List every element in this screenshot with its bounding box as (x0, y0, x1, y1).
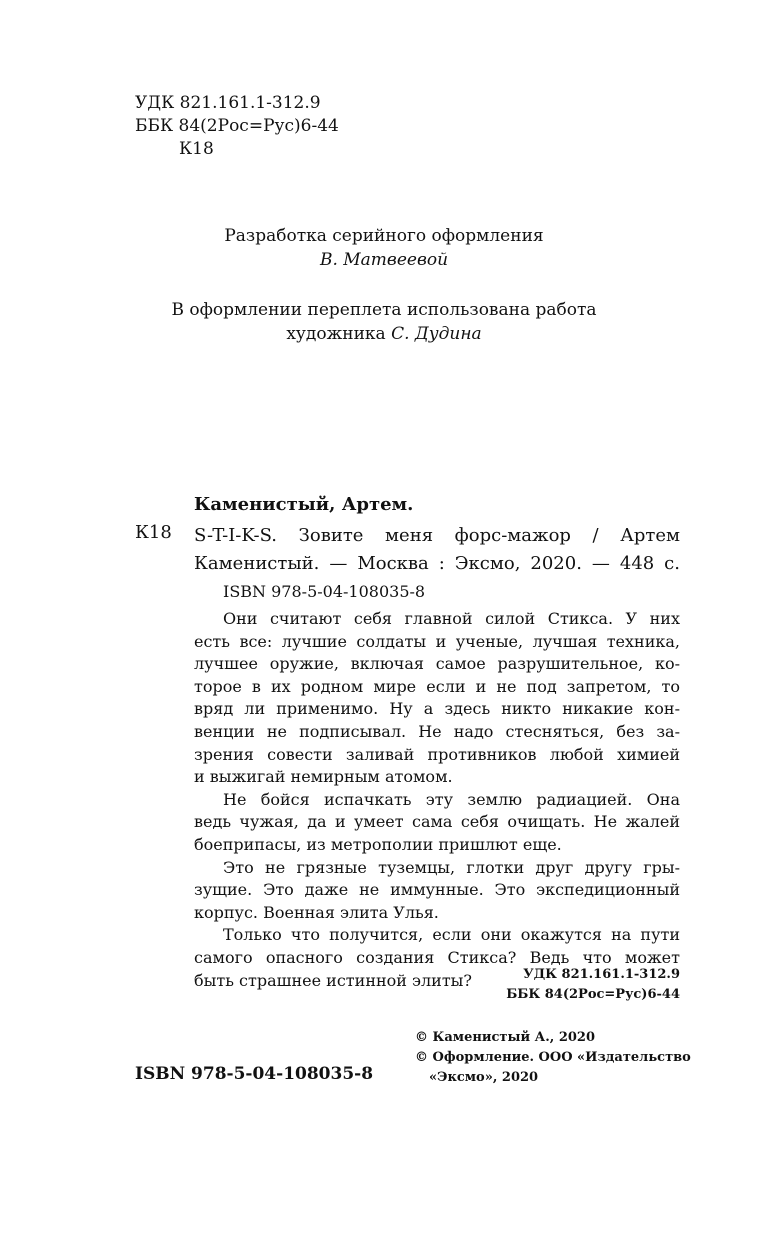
udk-code: УДК 821.161.1-312.9 (135, 93, 321, 113)
entry-title (194, 518, 680, 578)
entry-title-line1: S-T-I-K-S. Зовите меня форс-мажор / Артем (194, 525, 680, 546)
bottom-codes (0, 965, 680, 1005)
cover-design-line: В оформлении переплета использована работа (171, 300, 597, 320)
annotation-line: Не бойся испачкать эту землю радиацией. Она (223, 789, 680, 809)
entry-author: Каменистый, Артем. (194, 494, 414, 515)
annotation-line: зрения совести заливай противников любой химией (194, 744, 680, 764)
classification-codes (135, 92, 339, 161)
annotation-line: лучшее оружие, включая самое разрушительное, ко- (194, 654, 680, 674)
series-design-credit (0, 224, 768, 272)
annotation-paragraph-1 (194, 608, 680, 789)
series-design-line: Разработка серийного оформления (224, 226, 544, 246)
copyright-design: © Оформление. ООО «Издательство (415, 1050, 691, 1065)
annotation-paragraph-3 (194, 857, 680, 925)
copyright-author: © Каменистый А., 2020 (415, 1030, 596, 1045)
annotation-line: вряд ли применимо. Ну а здесь никто никакие кон- (194, 699, 680, 719)
annotation-line: венции не подписывал. Не надо стесняться, без за- (194, 721, 680, 741)
annotation-line: Они считают себя главной силой Стикса. У них (223, 609, 680, 628)
annotation (194, 608, 680, 992)
bbk-code: ББК 84(2Рос=Рус)6-44 (135, 116, 339, 136)
entry-isbn: ISBN 978-5-04-108035-8 (223, 582, 426, 601)
annotation-line: Только что получится, если они окажутся на пути (223, 925, 680, 945)
cover-artist-prefix: художника (286, 324, 386, 344)
annotation-line: есть все: лучшие солдаты и ученые, лучшая техника, (194, 631, 680, 651)
annotation-line: боеприпасы, из метрополии пришлют еще. (194, 834, 562, 854)
annotation-line: самого опасного создания Стикса? Ведь что может (194, 947, 680, 967)
annotation-line: быть страшнее истинной элиты? (194, 970, 472, 990)
annotation-line: ведь чужая, да и умеет сама себя очищать. Не жалей (194, 812, 680, 832)
annotation-paragraph-2 (194, 789, 680, 857)
copyright-publisher: «Эксмо», 2020 (429, 1070, 539, 1085)
annotation-line: и выжигай немирным атомом. (194, 767, 453, 787)
bottom-bbk: ББК 84(2Рос=Рус)6-44 (506, 987, 680, 1002)
annotation-line: торое в их родном мире если и не под запретом, то (194, 676, 680, 696)
cover-design-credit (0, 298, 768, 346)
annotation-line: зущие. Это даже не иммунные. Это экспедиционный (194, 880, 680, 900)
annotation-line: Это не грязные туземцы, глотки друг другу гры- (223, 857, 680, 877)
annotation-line: корпус. Военная элита Улья. (194, 902, 439, 922)
bottom-udk: УДК 821.161.1-312.9 (523, 967, 680, 982)
cover-artist-name: С. Дудина (391, 324, 482, 344)
copyright-block (415, 1028, 691, 1088)
series-designer-name: В. Матвеевой (319, 250, 449, 270)
isbn-bottom: ISBN 978-5-04-108035-8 (135, 1064, 374, 1084)
author-mark: К18 (179, 139, 214, 159)
entry-code: К18 (135, 522, 172, 543)
entry-title-line2: Каменистый. — Москва : Эксмо, 2020. — 448 с. (194, 553, 680, 574)
